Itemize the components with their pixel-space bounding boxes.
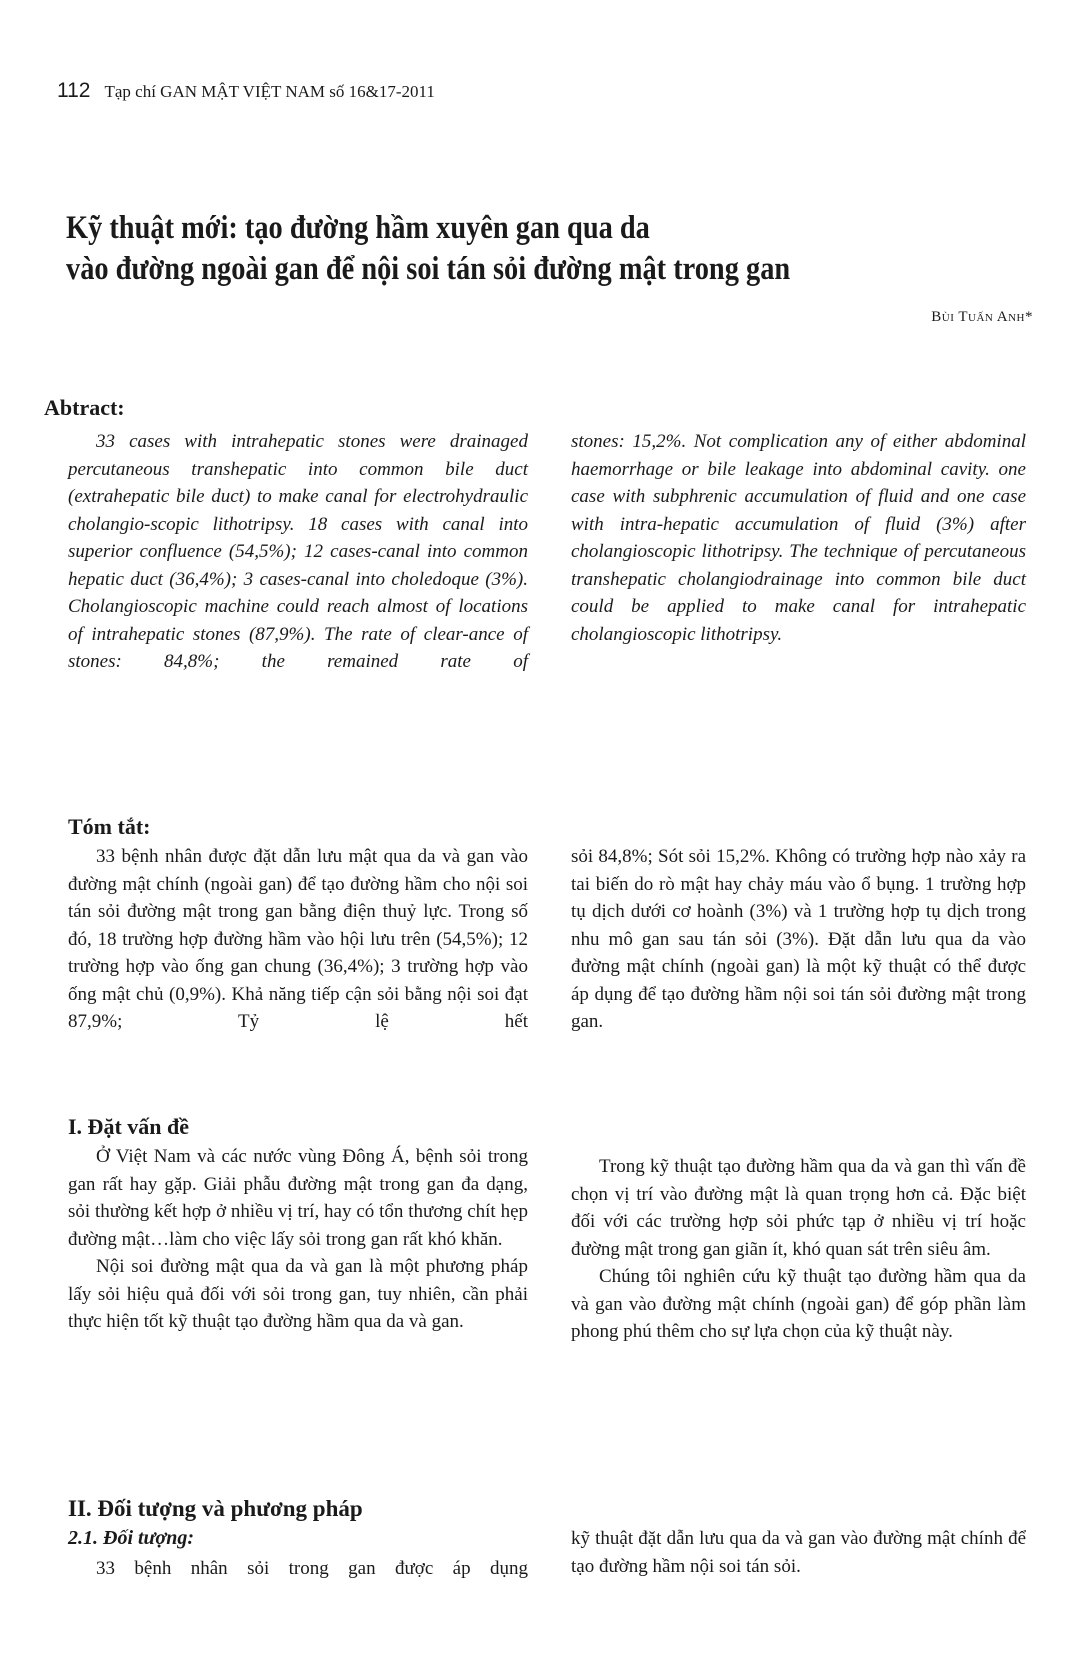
article-title [66, 208, 909, 290]
summary-heading: Tóm tắt: [68, 814, 151, 839]
summary-text-right: sỏi 84,8%; Sót sỏi 15,2%. Không có trường hợp nào xảy ra tai biến do rò mật hay chảy máu vào ổ bụng. 1 trường hợp tụ dịch dưới cơ hoành (3%) và 1 trường hợp tụ dịch trong nhu mô gan sau tán sỏi (3%). Đặt dẫn lưu qua da vào đường mật chính (ngoài gan) là một kỹ thuật có thể được áp dụng để tạo đường hầm nội soi tán sỏi đường mật trong gan. [571, 846, 1026, 1032]
article-title-line-2: vào đường ngoài gan để nội soi tán sỏi đường mật trong gan [66, 251, 791, 287]
section-1-paragraph-2: Nội soi đường mật qua da và gan là một phương pháp lấy sỏi hiệu quả đối với sỏi trong gan, tuy nhiên, cần phải thực hiện tốt kỹ thuật tạo đường hầm qua da và gan. [68, 1256, 528, 1332]
section-1-paragraph-4: Chúng tôi nghiên cứu kỹ thuật tạo đường hầm qua da và gan vào đường mật chính (ngoài gan) để góp phần làm phong phú thêm cho sự lựa chọn của kỹ thuật này. [571, 1266, 1026, 1342]
abstract-right-column [571, 428, 1026, 648]
section-1-left-column [68, 1143, 528, 1336]
abstract-left-column [68, 428, 528, 676]
section-1-paragraph-1: Ở Việt Nam và các nước vùng Đông Á, bệnh sỏi trong gan rất hay gặp. Giải phẫu đường mật trong gan đa dạng, sỏi thường kết hợp ở nhiều vị trí, hay có tổn thương chít hẹp đường mật…làm cho việc lấy sỏi trong gan rất khó khăn. [68, 1146, 528, 1250]
abstract-text-right: stones: 15,2%. Not complication any of either abdominal haemorrhage or bile leakage into abdominal cavity. one case with subphrenic accumulation of fluid and one case with intra-hepatic accumulation of fluid (3%) after cholangioscopic lithotripsy. The technique of percutaneous transhepatic cholangiodrainage into common bile duct could be applied to make canal for intrahepatic cholangioscopic lithotripsy. [571, 431, 1026, 645]
journal-title: Tạp chí GAN MẬT VIỆT NAM số 16&17-2011 [104, 82, 435, 101]
running-header [57, 79, 435, 103]
section-2-left-column [68, 1555, 528, 1583]
section-1-right-column [571, 1153, 1026, 1346]
section-2-heading: II. Đối tượng và phương pháp [68, 1496, 363, 1521]
summary-right-column [571, 843, 1026, 1036]
subsection-2-1-heading: 2.1. Đối tượng: [68, 1527, 195, 1549]
article-title-line-1: Kỹ thuật mới: tạo đường hầm xuyên gan qua da [66, 210, 650, 246]
section-2-paragraph-left: 33 bệnh nhân sỏi trong gan được áp dụng [96, 1558, 528, 1579]
section-1-paragraph-3: Trong kỹ thuật tạo đường hầm qua da và gan thì vấn đề chọn vị trí vào đường mật là quan trọng hơn cả. Đặc biệt đối với các trường hợp sỏi phức tạp ở nhiều vị trí hoặc đường mật trong gan giãn ít, khó quan sát trên siêu âm. [571, 1156, 1026, 1260]
section-1-heading: I. Đặt vấn đề [68, 1114, 190, 1139]
section-2-paragraph-right: kỹ thuật đặt dẫn lưu qua da và gan vào đường mật chính để tạo đường hầm nội soi tán sỏi. [571, 1528, 1026, 1577]
section-2-right-column [571, 1525, 1026, 1580]
author-name: Bùi Tuấn Anh* [931, 309, 1033, 325]
page-number: 112 [57, 79, 91, 102]
summary-left-column [68, 843, 528, 1036]
abstract-heading: Abtract: [44, 395, 125, 420]
abstract-text-left: 33 cases with intrahepatic stones were drainaged percutaneous transhepatic into common bile duct (extrahepatic bile duct) to make canal for electrohydraulic cholangio-scopic lithotripsy. 18 cases with canal into superior confluence (54,5%); 12 cases-canal into common hepatic duct (36,4%); 3 cases-canal into choledoque (3%). Cholangioscopic machine could reach almost of locations of intrahepatic stones (87,9%). The rate of clear-ance of stones: 84,8%; the remained rate of [68, 431, 528, 672]
summary-text-left: 33 bệnh nhân được đặt dẫn lưu mật qua da và gan vào đường mật chính (ngoài gan) để tạo đường hầm cho nội soi tán sỏi đường mật trong gan bằng điện thuỷ lực. Trong số đó, 18 trường hợp đường hầm vào hội lưu trên (54,5%); 12 trường hợp vào ống gan chung (36,4%); 3 trường hợp vào ống mật chủ (0,9%). Khả năng tiếp cận sỏi bằng nội soi đạt 87,9%; Tỷ lệ hết [68, 846, 528, 1032]
